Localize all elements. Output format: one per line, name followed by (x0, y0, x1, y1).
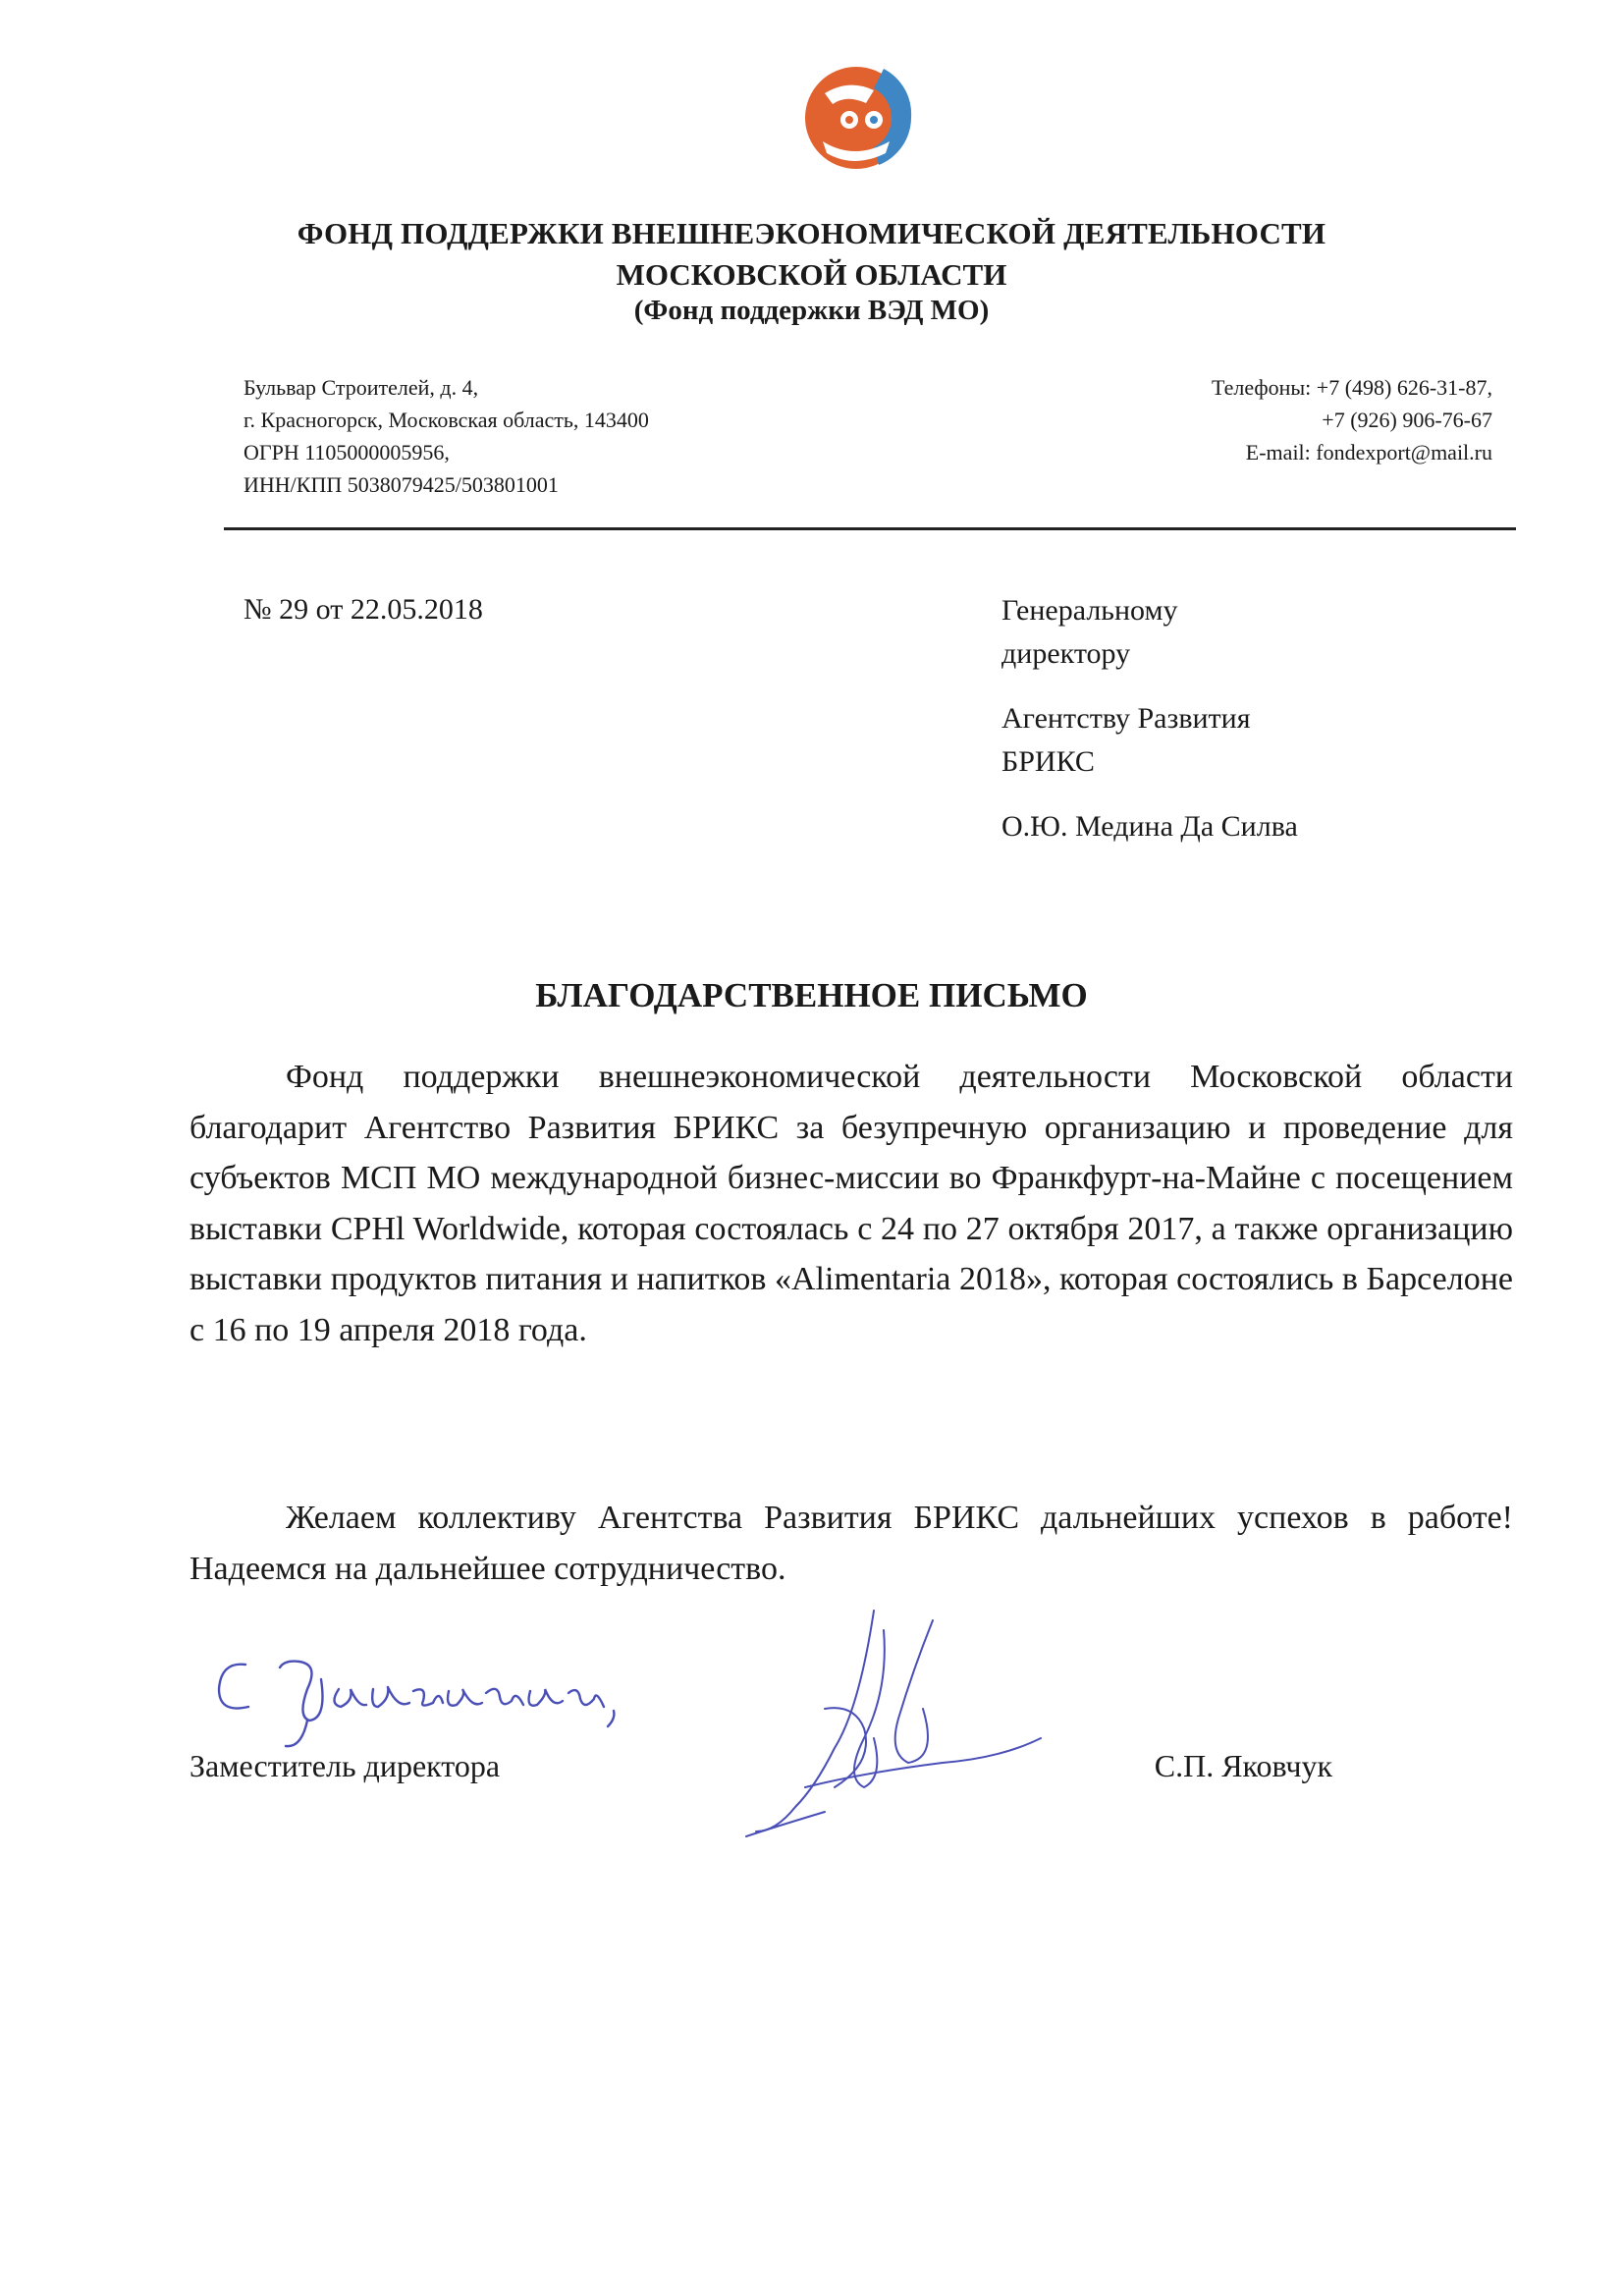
letter-title: БЛАГОДАРСТВЕННОЕ ПИСЬМО (535, 976, 1088, 1014)
address-line: ОГРН 1105000005956, (243, 440, 450, 465)
org-short-name: (Фонд поддержки ВЭД МО) (633, 295, 990, 326)
recipient-position-line: Генеральному (1001, 594, 1178, 627)
address-line: Бульвар Строителей, д. 4, (243, 375, 479, 400)
recipient-org-line: БРИКС (1001, 745, 1095, 778)
contact-line: E-mail: fondexport@mail.ru (1245, 440, 1492, 465)
contact-line: Телефоны: +7 (498) 626-31-87, (1211, 375, 1492, 400)
recipient-org-line: Агентству Развития (1001, 702, 1251, 735)
contacts-block (1212, 371, 1492, 468)
contact-line: +7 (926) 906-76-67 (1322, 408, 1492, 432)
address-line: г. Красногорск, Московская область, 143400 (243, 408, 649, 432)
recipient-position-line: директору (1001, 637, 1131, 670)
header-divider (224, 527, 1516, 530)
registration-number: № 29 от 22.05.2018 (243, 593, 483, 626)
letter-paragraph: Желаем коллективу Агентства Развития БРИКС дальнейших успехов в работе! Надеемся на дальнейшее сотрудничество. (189, 1500, 1513, 1587)
signature (687, 1591, 1080, 1905)
signatory-name: С.П. Яковчук (1154, 1748, 1332, 1783)
organization-logo-icon (795, 59, 943, 177)
letter-paragraph: Фонд поддержки внешнеэкономической деятельности Московской области благодарит Агентство Развития БРИКС за безупречную организацию и проведение для субъектов МСП МО международной бизнес-миссии во Франкфурт-на-Майне с посещением выставки CPHl Worldwide, которая состоялась с 24 по 27 октября 2017, а также организацию выставки продуктов питания и напитков «Alimentaria 2018», которая состоялись в Барселоне с 16 по 19 апреля 2018 года. (189, 1059, 1513, 1348)
signatory-role: Заместитель директора (189, 1748, 501, 1783)
recipient-block (1001, 589, 1298, 870)
org-name-line1: ФОНД ПОДДЕРЖКИ ВНЕШНЕЭКОНОМИЧЕСКОЙ ДЕЯТЕЛЬНОСТИ (297, 216, 1326, 250)
handwritten-closing (191, 1620, 682, 1758)
address-block (243, 371, 649, 501)
recipient-name: О.Ю. Медина Да Силва (1001, 810, 1298, 843)
org-name-line2: МОСКОВСКОЙ ОБЛАСТИ (616, 257, 1007, 292)
address-line: ИНН/КПП 5038079425/503801001 (243, 472, 559, 497)
